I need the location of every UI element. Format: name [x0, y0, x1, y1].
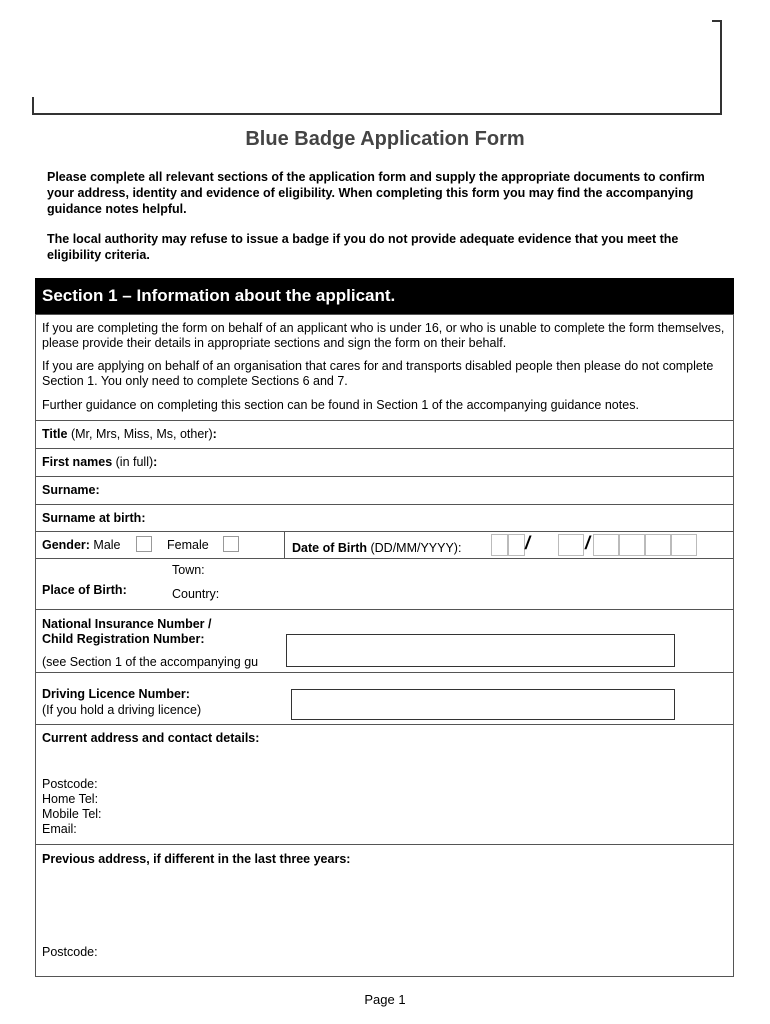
divider — [35, 420, 734, 421]
ni-number-input[interactable] — [286, 634, 675, 667]
header-box — [32, 20, 722, 115]
previous-address-label[interactable]: Previous address, if different in the last three years: — [42, 852, 351, 866]
dob-separator: / — [585, 533, 591, 553]
gender-female-checkbox[interactable] — [223, 536, 239, 552]
title-label: Title — [42, 427, 68, 441]
first-names-label: First names — [42, 455, 113, 469]
dob-label: Date of Birth — [292, 541, 367, 555]
dob-month-2[interactable] — [593, 534, 619, 556]
home-tel-label[interactable]: Home Tel: — [42, 792, 99, 806]
dob-year-2[interactable] — [645, 534, 671, 556]
ni-hint: (see Section 1 of the accompanying gu — [42, 655, 259, 669]
first-names-colon: : — [153, 455, 158, 469]
surname-at-birth-field[interactable]: Surname at birth: — [42, 511, 146, 525]
title-hint: (Mr, Mrs, Miss, Ms, other) — [67, 427, 213, 441]
country-label[interactable]: Country: — [172, 587, 220, 601]
note-organisation: If you are applying on behalf of an organisation that cares for and transports disabled people then please do not complete Section 1. You only need to complete Sections 6 and 7. — [42, 359, 714, 388]
divider — [35, 558, 734, 559]
dob-hint: (DD/MM/YYYY): — [367, 541, 462, 555]
current-address-label[interactable]: Current address and contact details: — [42, 731, 260, 745]
divider — [35, 531, 734, 532]
surname-field[interactable]: Surname: — [42, 483, 100, 497]
divider — [35, 724, 734, 725]
divider — [35, 476, 734, 477]
section-1-heading: Section 1 – Information about the applicant. — [35, 278, 734, 314]
intro-paragraph: Please complete all relevant sections of the application form and supply the appropriate documents to confirm your address, identity and evidence of eligibility. When completing this form you may find the accompanying guidance notes helpful. — [47, 170, 705, 216]
licence-hint: (If you hold a driving licence) — [42, 703, 202, 717]
licence-label: Driving Licence Number: — [42, 687, 190, 701]
ni-label-2: Child Registration Number: — [42, 632, 205, 646]
dob-day-2[interactable] — [508, 534, 525, 556]
email-label[interactable]: Email: — [42, 822, 77, 836]
town-label[interactable]: Town: — [172, 563, 205, 577]
intro-warning: The local authority may refuse to issue a badge if you do not provide adequate evidence that you meet the eligibility criteria. — [47, 232, 679, 262]
dob-field — [292, 541, 461, 556]
mobile-tel-label[interactable]: Mobile Tel: — [42, 807, 102, 821]
page-number: Page 1 — [364, 992, 406, 1007]
divider — [35, 504, 734, 505]
note-under-16: If you are completing the form on behalf of an applicant who is under 16, or who is unable to complete the form themselves, please provide their details in appropriate sections and sign the form on their behalf. — [42, 321, 725, 350]
divider — [35, 609, 734, 610]
ni-label-1: National Insurance Number / — [42, 617, 212, 631]
divider — [35, 672, 734, 673]
previous-postcode-label[interactable]: Postcode: — [42, 945, 98, 959]
dob-year-1[interactable] — [619, 534, 645, 556]
title-field[interactable] — [42, 427, 217, 442]
place-of-birth-label: Place of Birth: — [42, 583, 127, 597]
licence-number-input[interactable] — [291, 689, 675, 720]
first-names-field[interactable] — [42, 455, 157, 470]
page-title: Blue Badge Application Form — [245, 128, 525, 150]
header-box-corner — [32, 97, 34, 113]
dob-day-1[interactable] — [491, 534, 508, 556]
first-names-hint: (in full) — [112, 455, 154, 469]
divider — [284, 531, 285, 558]
gender-group — [42, 538, 121, 553]
note-guidance: Further guidance on completing this section can be found in Section 1 of the accompanying guidance notes. — [42, 398, 639, 412]
gender-female-label: Female — [167, 538, 209, 552]
dob-year-3[interactable] — [671, 534, 697, 556]
divider — [35, 844, 734, 845]
dob-separator: / — [525, 533, 531, 553]
title-colon: : — [212, 427, 217, 441]
divider — [35, 448, 734, 449]
postcode-label[interactable]: Postcode: — [42, 777, 98, 791]
dob-month-1[interactable] — [558, 534, 584, 556]
header-box-corner — [712, 20, 720, 22]
gender-male-checkbox[interactable] — [136, 536, 152, 552]
gender-label: Gender: — [42, 538, 90, 552]
gender-male-label: Male — [89, 538, 121, 552]
